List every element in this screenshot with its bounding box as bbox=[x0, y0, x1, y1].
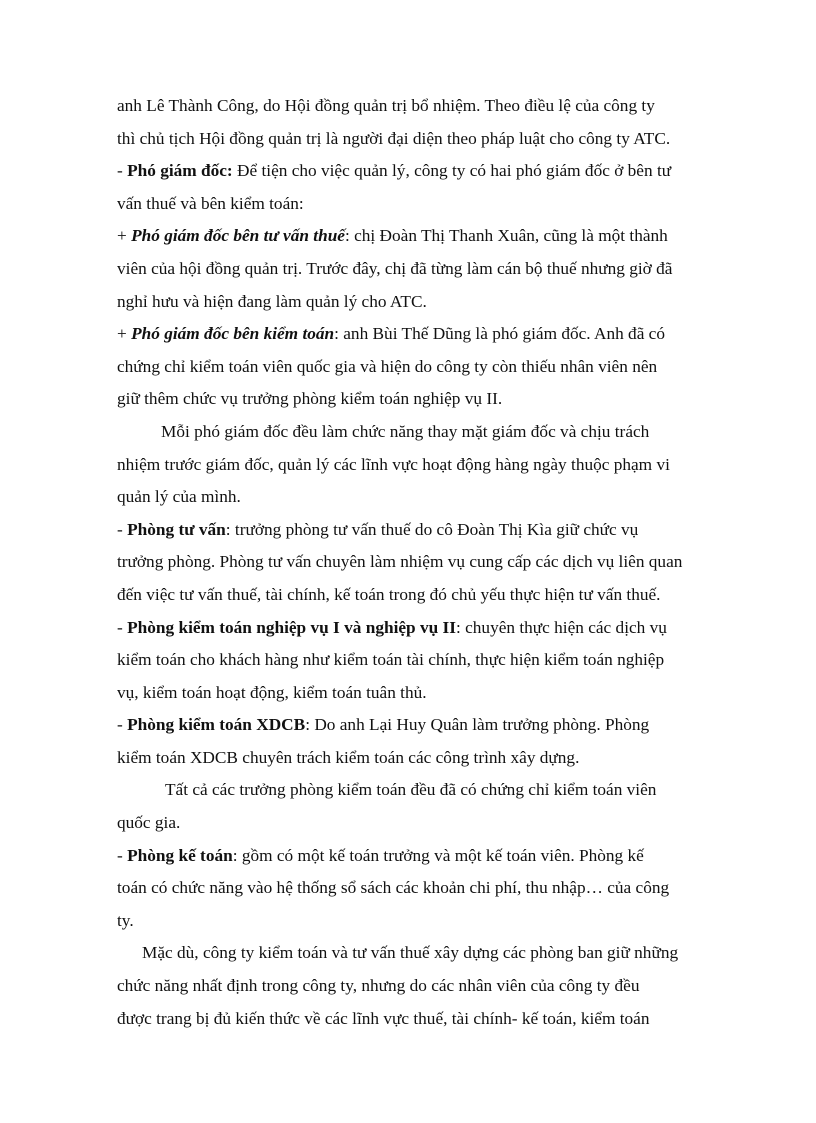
text-run: thì chủ tịch Hội đồng quản trị là người đại diện theo pháp luật cho công ty ATC. bbox=[117, 128, 671, 148]
text-run: - bbox=[117, 715, 128, 735]
text-run: + bbox=[117, 324, 132, 344]
text-run: - bbox=[117, 617, 128, 637]
text-run: : chuyên thực hiện các dịch vụ bbox=[456, 617, 667, 637]
text-line bbox=[117, 677, 727, 710]
text-line bbox=[117, 774, 727, 807]
text-run: chức năng nhất định trong công ty, nhưng do các nhân viên của công ty đều bbox=[117, 976, 640, 996]
text-run: viên của hội đồng quản trị. Trước đây, chị đã từng làm cán bộ thuế nhưng giờ đã bbox=[117, 258, 673, 278]
text-line bbox=[117, 188, 727, 221]
bold-heading: Phòng kiểm toán nghiệp vụ I và nghiệp vụ II bbox=[127, 617, 456, 637]
text-line bbox=[117, 286, 727, 319]
text-run: được trang bị đủ kiến thức về các lĩnh vực thuế, tài chính- kế toán, kiểm toán bbox=[117, 1008, 650, 1028]
bold-italic-heading: Phó giám đốc bên kiểm toán bbox=[131, 324, 335, 344]
text-run: - bbox=[117, 519, 128, 539]
text-run: : trưởng phòng tư vấn thuế do cô Đoàn Thị Kìa giữ chức vụ bbox=[225, 519, 639, 539]
text-line bbox=[117, 905, 727, 938]
text-line bbox=[117, 970, 727, 1003]
text-line bbox=[117, 644, 727, 677]
text-run: ty. bbox=[117, 910, 134, 930]
text-run: chứng chỉ kiểm toán viên quốc gia và hiện do công ty còn thiếu nhân viên nên bbox=[117, 356, 658, 376]
text-run: Mỗi phó giám đốc đều làm chức năng thay mặt giám đốc và chịu trách bbox=[161, 421, 650, 441]
text-run: - bbox=[117, 845, 128, 865]
text-line bbox=[117, 514, 727, 547]
text-line bbox=[117, 253, 727, 286]
text-line bbox=[117, 351, 727, 384]
text-line bbox=[117, 155, 727, 188]
text-run: Mặc dù, công ty kiểm toán và tư vấn thuế xây dựng các phòng ban giữ những bbox=[142, 943, 679, 963]
text-run: - bbox=[117, 161, 128, 181]
text-line bbox=[117, 807, 727, 840]
text-run: vụ, kiểm toán hoạt động, kiểm toán tuân thủ. bbox=[117, 682, 427, 702]
text-line bbox=[117, 840, 727, 873]
text-line bbox=[117, 579, 727, 612]
text-run: nhiệm trước giám đốc, quản lý các lĩnh vực hoạt động hàng ngày thuộc phạm vi bbox=[117, 454, 670, 474]
bold-heading: Phòng kiểm toán XDCB bbox=[127, 715, 306, 735]
text-run: : chị Đoàn Thị Thanh Xuân, cũng là một thành bbox=[344, 226, 668, 246]
text-line bbox=[117, 318, 727, 351]
text-run: vấn thuế và bên kiểm toán: bbox=[117, 193, 304, 213]
text-line bbox=[117, 1003, 727, 1036]
text-line bbox=[117, 872, 727, 905]
text-line bbox=[117, 709, 727, 742]
bold-heading: Phó giám đốc: bbox=[127, 161, 233, 181]
text-run: nghỉ hưu và hiện đang làm quản lý cho ATC. bbox=[117, 291, 427, 311]
text-run: Tất cả các trưởng phòng kiểm toán đều đã có chứng chỉ kiểm toán viên bbox=[165, 780, 657, 800]
text-run: : Do anh Lại Huy Quân làm trưởng phòng. Phòng bbox=[305, 715, 650, 735]
text-run: : gồm có một kế toán trưởng và một kế toán viên. Phòng kế bbox=[232, 845, 644, 865]
bold-heading: Phòng kế toán bbox=[127, 845, 233, 865]
text-run: trưởng phòng. Phòng tư vấn chuyên làm nhiệm vụ cung cấp các dịch vụ liên quan bbox=[117, 552, 683, 572]
text-run: toán có chức năng vào hệ thống sổ sách các khoản chi phí, thu nhập… của công bbox=[117, 878, 670, 898]
text-line bbox=[117, 546, 727, 579]
text-run: Để tiện cho việc quản lý, công ty có hai phó giám đốc ở bên tư bbox=[232, 161, 672, 181]
text-line bbox=[117, 481, 727, 514]
text-line bbox=[117, 90, 727, 123]
text-line bbox=[117, 123, 727, 156]
text-run: quản lý của mình. bbox=[117, 487, 241, 507]
bold-heading: Phòng tư vấn bbox=[127, 519, 226, 539]
text-line bbox=[117, 742, 727, 775]
text-line bbox=[117, 612, 727, 645]
text-run: anh Lê Thành Công, do Hội đồng quản trị bổ nhiệm. Theo điều lệ của công ty bbox=[117, 96, 655, 115]
text-run: kiểm toán cho khách hàng như kiểm toán tài chính, thực hiện kiểm toán nghiệp bbox=[117, 650, 665, 670]
text-line bbox=[117, 937, 727, 970]
body-text bbox=[117, 90, 727, 1035]
text-line bbox=[117, 416, 727, 449]
text-line bbox=[117, 383, 727, 416]
bold-italic-heading: Phó giám đốc bên tư vấn thuế bbox=[131, 226, 345, 246]
text-run: đến việc tư vấn thuế, tài chính, kế toán trong đó chủ yếu thực hiện tư vấn thuế. bbox=[117, 584, 661, 604]
text-line bbox=[117, 449, 727, 482]
text-run: + bbox=[117, 226, 132, 246]
text-run: : anh Bùi Thế Dũng là phó giám đốc. Anh đã có bbox=[334, 324, 665, 344]
text-run: giữ thêm chức vụ trưởng phòng kiểm toán nghiệp vụ II. bbox=[117, 389, 503, 409]
text-run: kiểm toán XDCB chuyên trách kiểm toán các công trình xây dựng. bbox=[117, 747, 580, 767]
text-run: quốc gia. bbox=[117, 813, 181, 833]
text-line bbox=[117, 220, 727, 253]
